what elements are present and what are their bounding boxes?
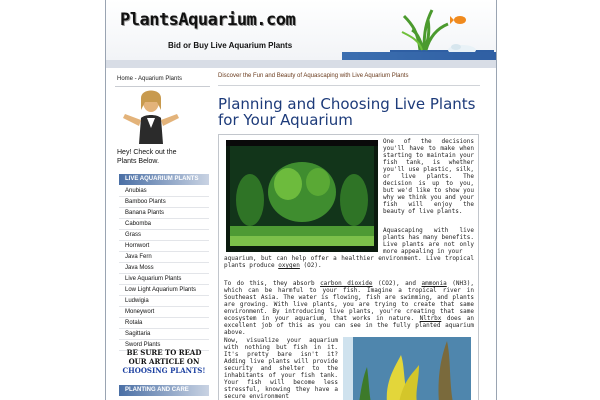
divider (115, 86, 210, 87)
promo-line-2: OUR ARTICLE ON (128, 357, 200, 366)
sidebar-item-live-aquarium-plants[interactable]: Live Aquarium Plants (119, 274, 209, 285)
promo-line-3: CHOOSING PLANTS! (122, 366, 206, 375)
page (105, 0, 497, 400)
carbon-dioxide-link[interactable]: carbon dioxide (320, 280, 373, 287)
live-plants-heading: LIVE AQUARIUM PLANTS (119, 174, 209, 185)
divider (218, 85, 480, 86)
oxygen-link[interactable]: oxygen (278, 262, 300, 269)
ammonia-link[interactable]: ammonia (421, 280, 447, 287)
visualize-paragraph: Now, visualize your aquarium with nothing but fish in it. It's pretty bare isn't it? Adding live plants will provide security and shelter to the inhabitants of your fish tank. Your fish will become less stressful, knowing they have a secure environment (224, 337, 338, 400)
sidebar-item-anubias[interactable]: Anubias (119, 186, 209, 197)
top-nav-bar (106, 60, 496, 68)
absorb-text-3: (NH3), which can be harmful to your fish. Imagine a tropical river in Southeast Asia. The water is flowing, fish are swimming, and plants are growing. With live plants, you are trying to create that same environment. By introducing live plants, you're creating that same ecosystem in your aquarium, that works in nature. (224, 280, 474, 322)
sidebar-item-cabomba[interactable]: Cabomba (119, 219, 209, 230)
intro-paragraph: One of the decisions you'll have to make when starting to maintain your fish tank, is whether you'll use plastic, silk, or live plants. The decision is up to you, but we'd like to show you why we think you and your fish will enjoy the beauty of live plants. (383, 138, 474, 215)
breadcrumb[interactable]: Home - Aquarium Plants (117, 76, 183, 82)
benefits-tail: (O2). (303, 262, 322, 269)
planted-aquarium-photo (226, 140, 378, 252)
sidebar-item-grass[interactable]: Grass (119, 230, 209, 241)
sidebar-item-hornwort[interactable]: Hornwort (119, 241, 209, 252)
absorb-text-2: (CO2), and (378, 280, 416, 287)
sidebar-item-java-moss[interactable]: Java Moss (119, 263, 209, 274)
sidebar-item-sword-plants[interactable]: Sword Plants (119, 340, 209, 351)
aquarium-plant-photo (343, 337, 471, 400)
absorb-text-4: does an excellent job of this as you can see in the fully planted aquarium above. (224, 315, 474, 336)
sidebar-item-moneywort[interactable]: Moneywort (119, 307, 209, 318)
sidebar-item-bamboo-plants[interactable]: Bamboo Plants (119, 197, 209, 208)
sidebar-item-rotala[interactable]: Rotala (119, 318, 209, 329)
sidebar-item-java-fern[interactable]: Java Fern (119, 252, 209, 263)
sidebar (115, 72, 211, 400)
sidebar-item-banana-plants[interactable]: Banana Plants (119, 208, 209, 219)
nltrbx-link[interactable]: Nltrbx (419, 315, 442, 322)
article-box (218, 134, 479, 400)
benefits-paragraph-end (224, 255, 474, 269)
page-title: Planning and Choosing Live Plants for Your Aquarium (218, 95, 476, 129)
discover-subtitle: Discover the Fun and Beauty of Aquascaping with Live Aquarium Plants (218, 73, 409, 79)
site-logo[interactable]: PlantsAquarium.com (120, 10, 296, 30)
absorb-text-1: To do this, they absorb (224, 280, 315, 287)
sidebar-item-ludwigia[interactable]: Ludwigia (119, 296, 209, 307)
aquarium-plant-illustration (390, 2, 494, 58)
site-tagline: Bid or Buy Live Aquarium Plants (168, 41, 293, 50)
benefits-text: aquarium, but can help offer a healthier environment. Live tropical plants produce (224, 255, 474, 269)
live-plants-list (119, 186, 209, 351)
absorb-paragraph (224, 280, 474, 336)
benefits-paragraph-start: Aquascaping with live plants has many benefits. Live plants are not only more appealing in your (383, 227, 474, 255)
header-water-strip (342, 52, 496, 60)
sidebar-item-sagittaria[interactable]: Sagittaria (119, 329, 209, 340)
site-header (106, 0, 496, 60)
promo-line-1: BE SURE TO READ (126, 348, 202, 357)
sidebar-item-low-light-aquarium-plants[interactable]: Low Light Aquarium Plants (119, 285, 209, 296)
pointing-girl-image (121, 88, 181, 144)
check-out-plants-text: Hey! Check out the Plants Below. (117, 149, 177, 165)
read-article-promo[interactable] (117, 348, 211, 375)
main-content (218, 72, 483, 400)
planting-care-heading: PLANTING AND CARE (119, 385, 209, 396)
